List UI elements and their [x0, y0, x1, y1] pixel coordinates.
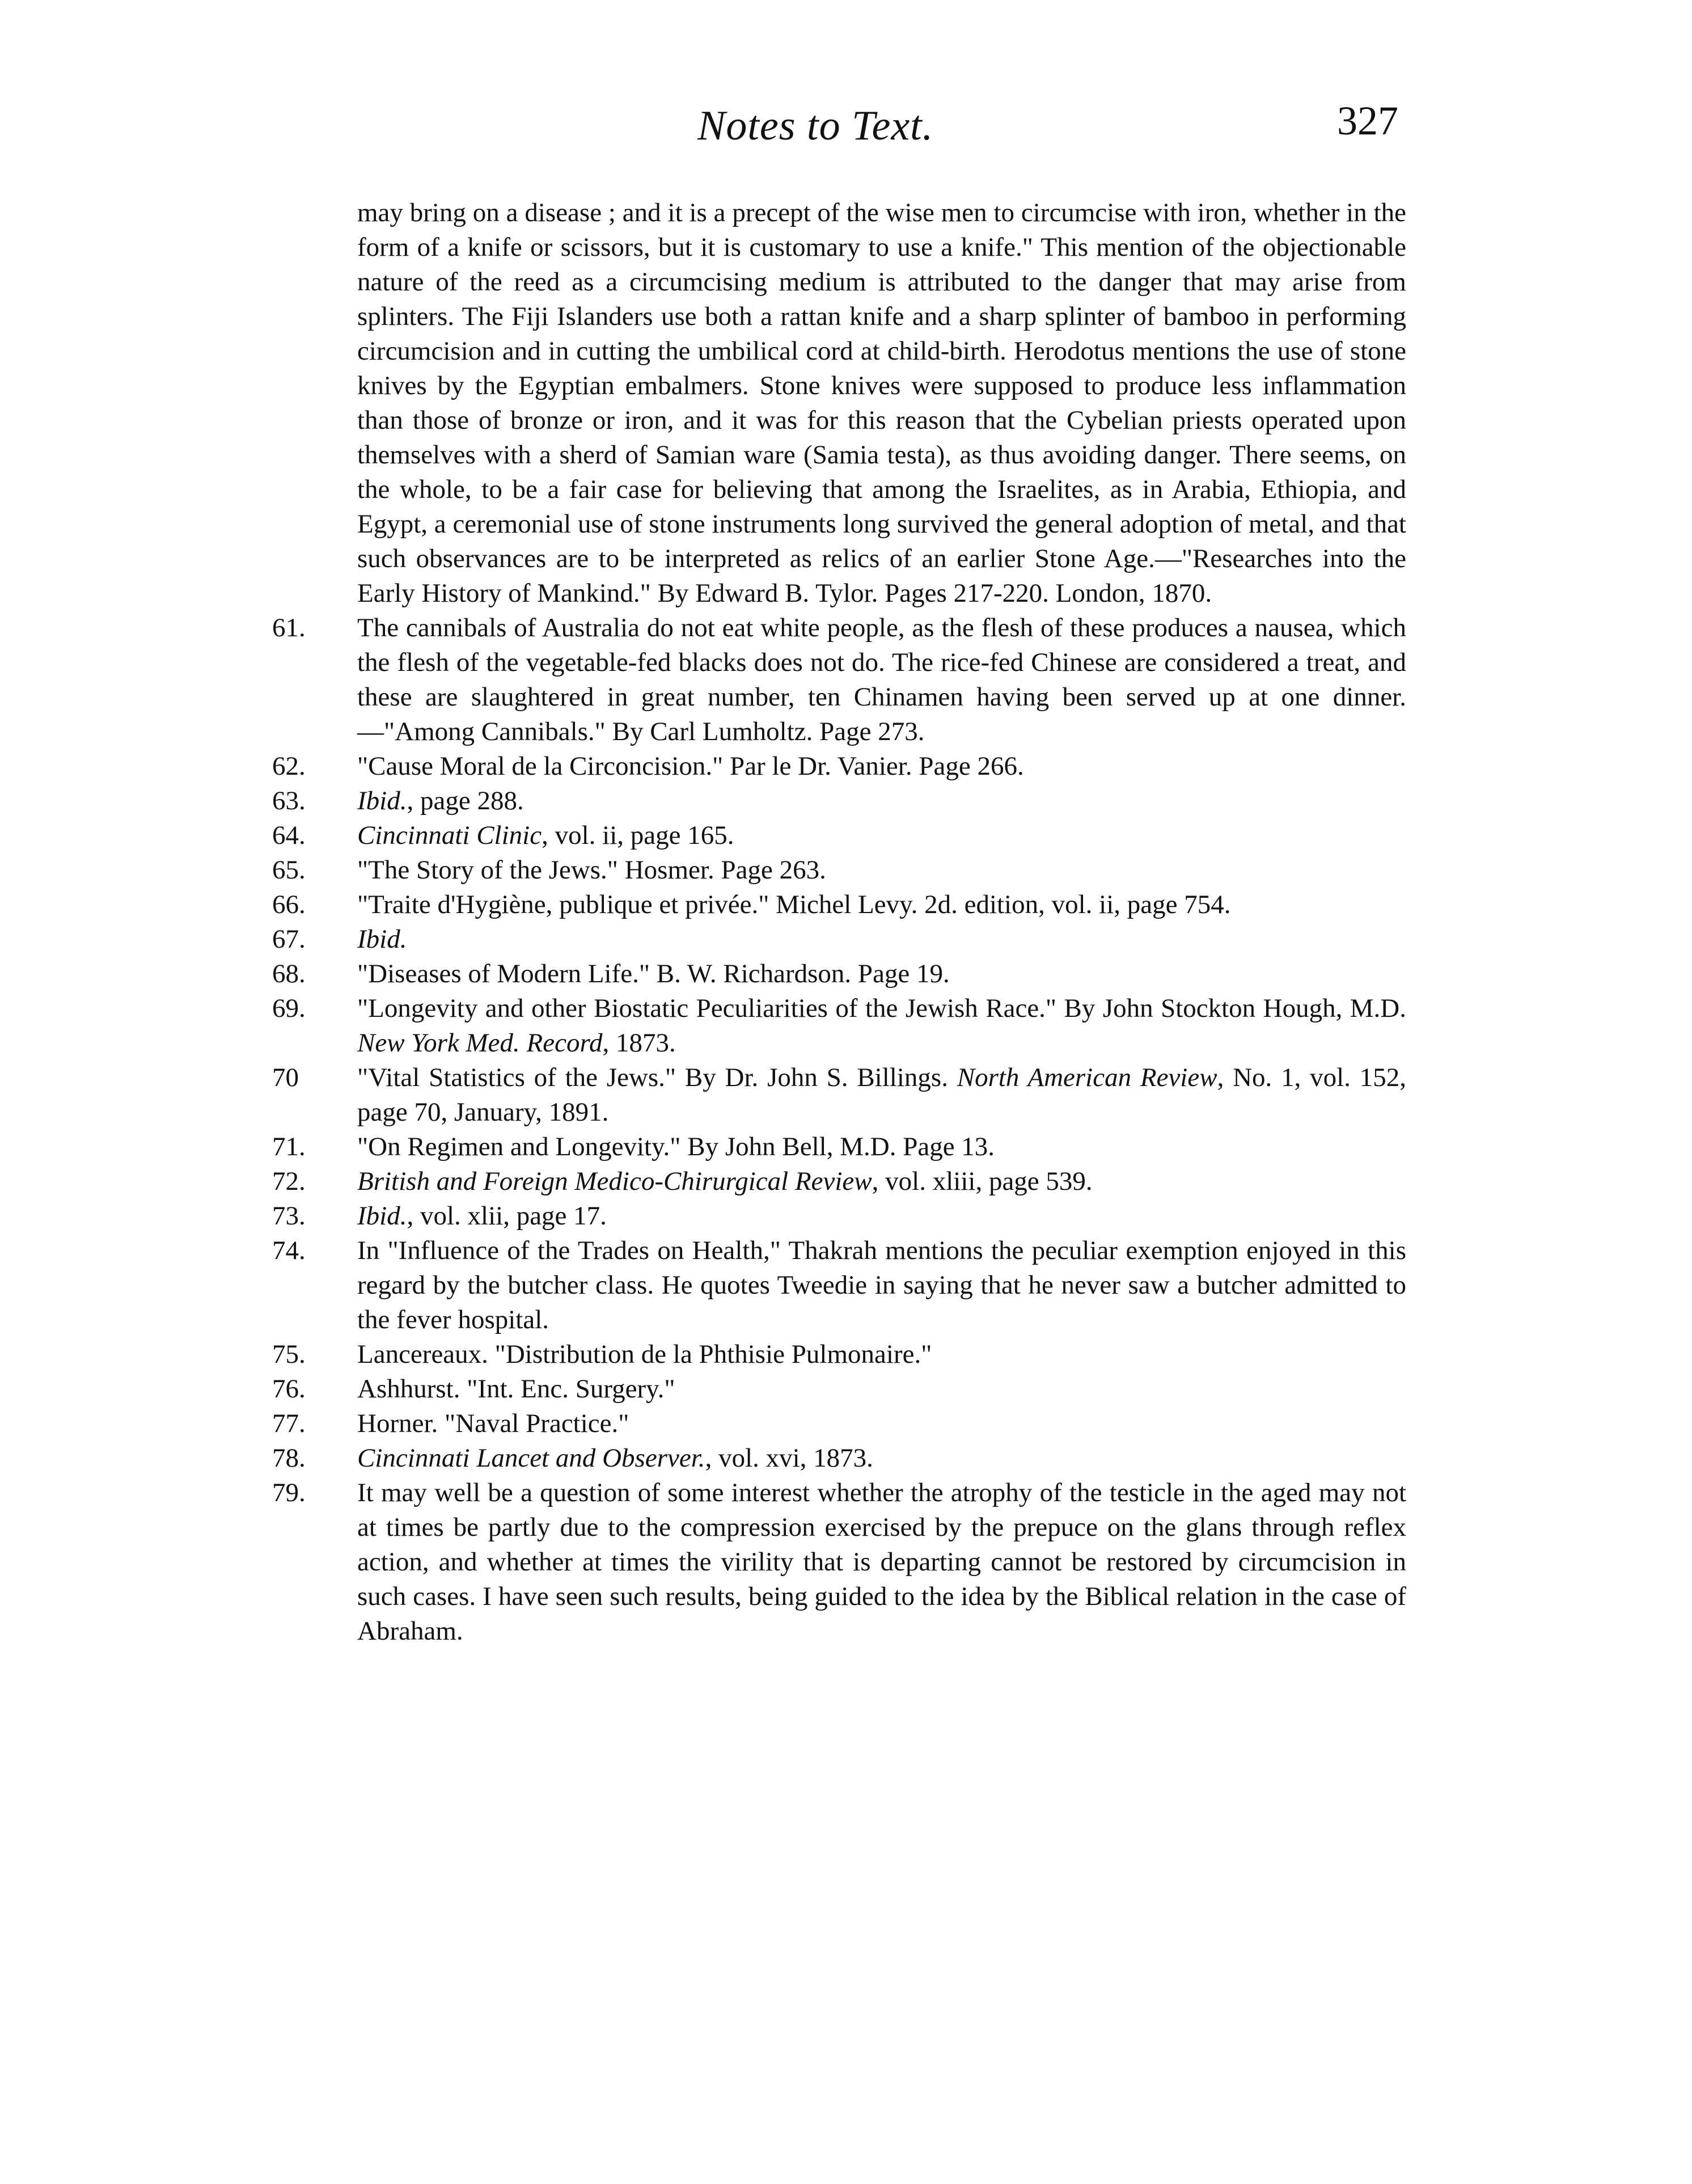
note-67 — [272, 922, 1406, 957]
note-77 — [272, 1406, 1406, 1441]
note-text: "On Regimen and Longevity." By John Bell, M.D. Page 13. — [357, 1132, 995, 1161]
note-italic-title: Ibid. — [357, 1201, 407, 1231]
note-number: 75. — [272, 1340, 306, 1369]
note-number: 76. — [272, 1374, 306, 1404]
note-italic-title: North American Review — [957, 1063, 1217, 1092]
note-number: 64. — [272, 821, 306, 850]
note-72 — [272, 1164, 1406, 1199]
running-head — [0, 98, 1692, 164]
note-76 — [272, 1372, 1406, 1406]
note-number: 79. — [272, 1478, 306, 1507]
note-number: 68. — [272, 959, 306, 988]
note-text: , vol. xvi, 1873. — [705, 1443, 873, 1473]
page-number: 327 — [1337, 98, 1398, 143]
note-68 — [272, 957, 1406, 991]
note-64 — [272, 818, 1406, 853]
note-number: 74. — [272, 1236, 306, 1265]
note-78 — [272, 1441, 1406, 1476]
note-62 — [272, 749, 1406, 784]
note-italic-title: Ibid. — [357, 786, 407, 816]
note-text: Lancereaux. "Distribution de la Phthisie Pulmonaire." — [357, 1340, 932, 1369]
note-text: "Traite d'Hygiène, publique et privée." Michel Levy. 2d. edition, vol. ii, page 754. — [357, 890, 1231, 919]
note-number: 61. — [272, 613, 306, 643]
note-number: 67. — [272, 924, 306, 954]
note-number: 62. — [272, 751, 306, 781]
running-head-title: Notes to Text. — [697, 103, 934, 149]
note-71 — [272, 1130, 1406, 1164]
note-italic-title: New York Med. Record — [357, 1028, 603, 1058]
note-73 — [272, 1199, 1406, 1233]
note-74 — [272, 1233, 1406, 1337]
note-63 — [272, 784, 1406, 818]
note-75 — [272, 1337, 1406, 1372]
note-number: 65. — [272, 855, 306, 885]
note-number: 63. — [272, 786, 306, 816]
note-text: Horner. "Naval Practice." — [357, 1409, 629, 1438]
note-italic-title: Ibid. — [357, 924, 407, 954]
note-italic-title: British and Foreign Medico-Chirurgical Review — [357, 1167, 872, 1196]
note-text: In "Influence of the Trades on Health," Thakrah mentions the peculiar exemption enjoyed in this regard by the butcher class. He quotes Tweedie in saying that he never saw a butcher admitted to the fever hospital. — [357, 1236, 1406, 1334]
note-66 — [272, 888, 1406, 922]
notes-body — [272, 196, 1406, 1649]
note-60-continuation: may bring on a disease ; and it is a precept of the wise men to circumcise with iron, whether in the form of a knife or scissors, but it is customary to use a knife." This mention of the objectionable nature of the reed as a circumcising medium is attributed to the danger that may arise from splinters. The Fiji Islanders use both a rattan knife and a sharp splinter of bamboo in performing circumcision and in cutting the umbilical cord at child-birth. Herodotus mentions the use of stone knives by the Egyptian embalmers. Stone knives were supposed to produce less inflammation than those of bronze or iron, and it was for this reason that the Cybelian priests operated upon themselves with a sherd of Samian ware (Samia testa), as thus avoiding danger. There seems, on the whole, to be a fair case for believing that among the Israelites, as in Arabia, Ethiopia, and Egypt, a ceremonial use of stone instruments long survived the general adoption of metal, and that such observances are to be interpreted as relics of an earlier Stone Age.—"Researches into the Early History of Mankind." By Edward B. Tylor. Pages 217-220. London, 1870. — [357, 198, 1406, 608]
note-text: "The Story of the Jews." Hosmer. Page 263. — [357, 855, 826, 885]
note-text: , vol. ii, page 165. — [542, 821, 734, 850]
note-text: , vol. xliii, page 539. — [872, 1167, 1093, 1196]
note-text: "Vital Statistics of the Jews." By Dr. John S. Billings. — [357, 1063, 957, 1092]
note-number: 78. — [272, 1443, 306, 1473]
note-70 — [272, 1061, 1406, 1130]
note-number: 77. — [272, 1409, 306, 1438]
note-text: It may well be a question of some interest whether the atrophy of the testicle in the aged may not at times be partly due to the compression exercised by the prepuce on the glans through reflex action, and whether at times the virility that is departing cannot be restored by circumcision in such cases. I have seen such results, being guided to the idea by the Biblical relation in the case of Abraham. — [357, 1478, 1406, 1646]
note-79 — [272, 1476, 1406, 1649]
note-text: "Diseases of Modern Life." B. W. Richardson. Page 19. — [357, 959, 950, 988]
note-text-suffix: , No. 1, vol. 152, page 70, January, 1891. — [357, 1063, 1406, 1127]
note-number: 66. — [272, 890, 306, 919]
note-text-suffix: , 1873. — [602, 1028, 676, 1058]
note-italic-title: Cincinnati Clinic — [357, 821, 542, 850]
note-number: 71. — [272, 1132, 306, 1161]
note-69 — [272, 991, 1406, 1061]
note-text: , vol. xlii, page 17. — [407, 1201, 607, 1231]
note-number: 69. — [272, 994, 306, 1023]
note-italic-title: Cincinnati Lancet and Observer. — [357, 1443, 705, 1473]
note-number: 72. — [272, 1167, 306, 1196]
note-65 — [272, 853, 1406, 888]
note-text: Ashhurst. "Int. Enc. Surgery." — [357, 1374, 675, 1404]
note-text: The cannibals of Australia do not eat white people, as the flesh of these produces a nausea, which the flesh of the vegetable-fed blacks does not do. The rice-fed Chinese are considered a treat, and these are slaughtered in great number, ten Chinamen having been served up at one dinner.—"Among Cannibals." By Carl Lumholtz. Page 273. — [357, 613, 1406, 746]
note-number: 73. — [272, 1201, 306, 1231]
note-number: 70 — [272, 1063, 299, 1092]
note-61 — [272, 611, 1406, 749]
note-text: "Cause Moral de la Circoncision." Par le Dr. Vanier. Page 266. — [357, 751, 1024, 781]
note-text: "Longevity and other Biostatic Peculiarities of the Jewish Race." By John Stockton Hough, M.D. — [357, 994, 1406, 1023]
note-text: , page 288. — [407, 786, 524, 816]
